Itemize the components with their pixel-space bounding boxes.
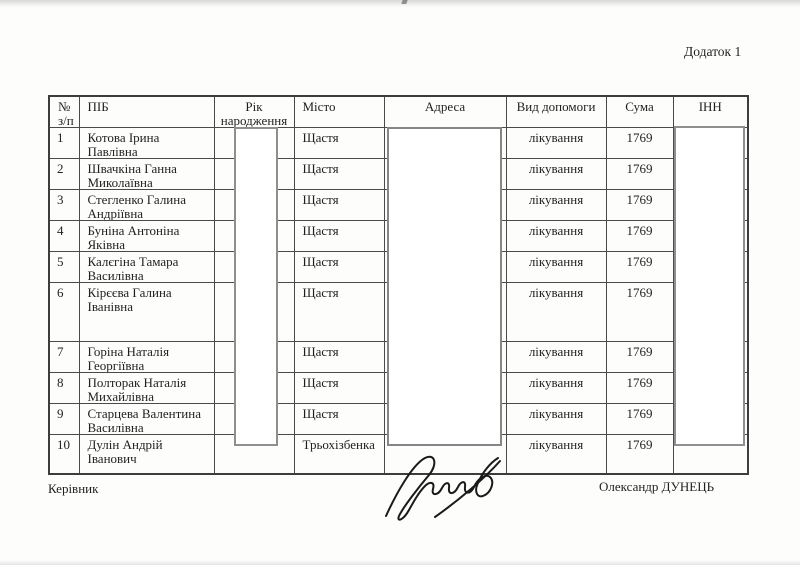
redaction-box-birth-year: [234, 127, 278, 446]
cell-num: 6: [49, 283, 79, 342]
cell-num: 7: [49, 342, 79, 373]
cell-city: Щастя: [294, 252, 384, 283]
cell-sum: 1769: [606, 283, 673, 342]
cell-name: Калєгіна Тамара Василівна: [79, 252, 214, 283]
cell-city: Щастя: [294, 190, 384, 221]
cell-name: Дулін Андрій Іванович: [79, 435, 214, 474]
cell-sum: 1769: [606, 252, 673, 283]
cell-name: Горіна Наталія Георгіївна: [79, 342, 214, 373]
cell-aid: лікування: [506, 404, 606, 435]
cell-name: Буніна Антоніна Яківна: [79, 221, 214, 252]
signer-name: Олександр ДУНЕЦЬ: [599, 479, 715, 494]
cell-num: 8: [49, 373, 79, 404]
cell-name: Швачкіна Ганна Миколаївна: [79, 159, 214, 190]
cell-aid: лікування: [506, 128, 606, 159]
cell-city: Трьохізбенка: [294, 435, 384, 474]
redaction-box-address: [387, 127, 502, 446]
cell-num: 4: [49, 221, 79, 252]
scan-edge-artifact: [401, 0, 407, 4]
cell-num: 9: [49, 404, 79, 435]
column-header-address: Адреса: [384, 96, 506, 128]
column-header-city: Місто: [294, 96, 384, 128]
cell-name: Кірєєва Галина Іванівна: [79, 283, 214, 342]
cell-num: 5: [49, 252, 79, 283]
cell-aid: лікування: [506, 221, 606, 252]
cell-num: 1: [49, 128, 79, 159]
cell-city: Щастя: [294, 221, 384, 252]
column-header-num: № з/п: [49, 96, 79, 128]
redaction-box-inn: [674, 126, 745, 446]
column-header-year: Рік народження: [214, 96, 294, 128]
leader-label: Керівник: [48, 481, 99, 496]
cell-num: 3: [49, 190, 79, 221]
cell-sum: 1769: [606, 221, 673, 252]
signature-icon: [376, 452, 516, 522]
cell-sum: 1769: [606, 190, 673, 221]
header-row: [49, 96, 748, 128]
cell-city: Щастя: [294, 283, 384, 342]
cell-sum: 1769: [606, 435, 673, 474]
cell-sum: 1769: [606, 159, 673, 190]
table-header: [49, 96, 748, 128]
cell-sum: 1769: [606, 342, 673, 373]
cell-aid: лікування: [506, 435, 606, 474]
cell-city: Щастя: [294, 373, 384, 404]
cell-aid: лікування: [506, 159, 606, 190]
cell-name: Котова Ірина Павлівна: [79, 128, 214, 159]
cell-sum: 1769: [606, 128, 673, 159]
column-header-aid: Вид допомоги: [506, 96, 606, 128]
cell-city: Щастя: [294, 159, 384, 190]
cell-name: Старцева Валентина Василівна: [79, 404, 214, 435]
cell-aid: лікування: [506, 373, 606, 404]
cell-sum: 1769: [606, 373, 673, 404]
cell-sum: 1769: [606, 404, 673, 435]
column-header-name: ПІБ: [79, 96, 214, 128]
cell-name: Полторак Наталія Михайлівна: [79, 373, 214, 404]
cell-aid: лікування: [506, 190, 606, 221]
cell-name: Стегленко Галина Андріївна: [79, 190, 214, 221]
column-header-sum: Сума: [606, 96, 673, 128]
column-header-inn: ІНН: [673, 96, 748, 128]
cell-aid: лікування: [506, 252, 606, 283]
cell-num: 2: [49, 159, 79, 190]
cell-city: Щастя: [294, 342, 384, 373]
cell-aid: лікування: [506, 342, 606, 373]
cell-city: Щастя: [294, 404, 384, 435]
cell-aid: лікування: [506, 283, 606, 342]
annex-label: Додаток 1: [684, 44, 742, 59]
cell-city: Щастя: [294, 128, 384, 159]
cell-num: 10: [49, 435, 79, 474]
